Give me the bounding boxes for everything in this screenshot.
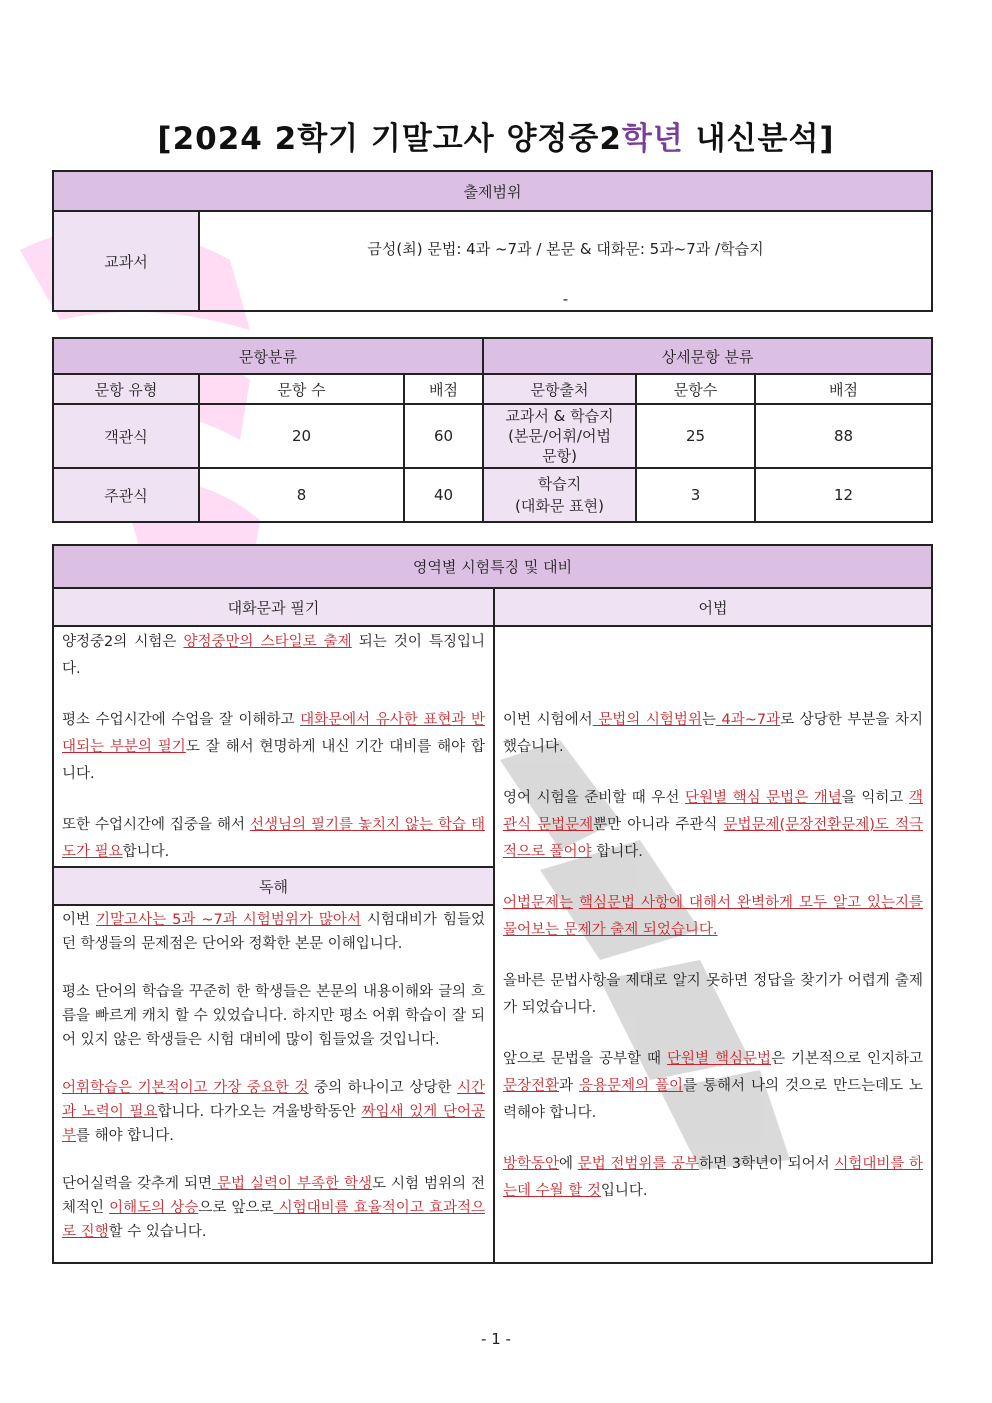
col-detail-score: 배점 [755,374,932,404]
reading-header: 독해 [53,867,494,905]
dialog-header: 대화문과 필기 [53,588,494,626]
row-score: 40 [404,468,483,522]
row-detail-count: 3 [636,468,755,522]
area-header: 영역별 시험특징 및 대비 [53,545,932,588]
reading-section [53,905,494,1263]
page-title: [2024 2학기 기말고사 양정중2학년 내신분석] [157,121,835,157]
table-row [53,404,932,468]
grammar-header: 어법 [494,588,932,626]
col-detail-count: 문항수 [636,374,755,404]
grammar-paragraph: 앞으로 문법을 공부할 때 단원별 핵심문법은 기본적으로 인지하고 문장전환과 응용문제의 풀이를 통해서 나의 것으로 만드는데도 노력해야 합니다. [503,1051,923,1121]
col-count: 문항 수 [199,374,404,404]
range-header: 출제범위 [53,171,932,211]
area-table [52,544,933,1264]
col-source: 문항출처 [483,374,636,404]
row-source [483,468,636,522]
col-type: 문항 유형 [53,374,199,404]
range-table [52,170,933,312]
dialog-section [53,626,494,867]
range-text: 금성(최) 문법: 4과 ~7과 / 본문 & 대화문: 5과~7과 /학습지 [367,240,764,258]
row-count: 8 [199,468,404,522]
grammar-section [494,626,932,1263]
row-score: 60 [404,404,483,468]
row-type: 주관식 [53,468,199,522]
classification-header: 문항분류 [53,338,483,374]
dialog-paragraph: 평소 수업시간에 수업을 잘 이해하고 대화문에서 유사한 표현과 반대되는 부분의 필기도 잘 해서 현명하게 내신 기간 대비를 해야 합니다. [62,712,486,782]
grammar-paragraph: 방학동안에 문법 전범위를 공부하면 3학년이 되어서 시험대비를 하는데 수월 할 것입니다. [503,1156,924,1199]
dialog-paragraph: 또한 수업시간에 집중을 해서 선생님의 필기를 놓치지 않는 학습 태도가 필요합니다. [62,817,485,860]
dialog-paragraph: 양정중2의 시험은 양정중만의 스타일로 출제 되는 것이 특징입니다. [62,634,486,677]
grammar-paragraph: 이번 시험에서 문법의 시험범위는 4과~7과로 상당한 부분을 차지했습니다. [503,712,923,755]
row-type: 객관식 [53,404,199,468]
grammar-paragraph: 어법문제는 핵심문법 사항에 대해서 완벽하게 모두 알고 있는지를 물어보는 문제가 출제 되었습니다. [503,895,924,938]
row-detail-count: 25 [636,404,755,468]
page-number: - 1 - [481,1330,511,1348]
row-source-line: (대화문 표현) [515,497,604,515]
row-detail-score: 88 [755,404,932,468]
reading-paragraph: 어휘학습은 기본적이고 가장 중요한 것 중의 하나이고 상당한 시간과 노력이 필요합니다. 다가오는 겨울방학동안 짜임새 있게 단어공부를 해야 합니다. [62,1080,485,1144]
row-source-line: 학습지 [537,475,582,493]
table-row [53,468,932,522]
col-score: 배점 [404,374,483,404]
grammar-paragraph: 영어 시험을 준비할 때 우선 단원별 핵심 문법은 개념을 익히고 객관식 문법문제뿐만 아니라 주관식 문법문제(문장전환문제)도 적극적으로 풀어야 합니다. [503,790,924,860]
reading-paragraph: 단어실력을 갖추게 되면 문법 실력이 부족한 학생도 시험 범위의 전체적인 이해도의 상승으로 앞으로 시험대비를 효율적이고 효과적으로 진행할 수 있습니다. [62,1176,485,1240]
range-label: 교과서 [53,211,199,311]
row-source-line: (본문/어휘/어법 [508,427,611,445]
grammar-paragraph: 올바른 문법사항을 제대로 알지 못하면 정답을 찾기가 어렵게 출제가 되었습니다. [503,973,923,1016]
reading-paragraph: 평소 단어의 학습을 꾸준히 한 학생들은 본문의 내용이해와 글의 흐름을 빠르게 캐치 할 수 있었습니다. 하지만 평소 어휘 학습이 잘 되어 있지 않은 학생들은 시험 대비에 많이 힘들었을 것입니다. [62,984,485,1048]
row-source-line: 교과서 & 학습지 [505,407,614,425]
row-count: 20 [199,404,404,468]
row-source [483,404,636,468]
range-content [199,211,932,311]
row-detail-score: 12 [755,468,932,522]
row-source-line: 문항) [542,447,577,465]
range-dash: - [562,290,569,308]
detail-classification-header: 상세문항 분류 [483,338,932,374]
reading-paragraph: 이번 기말고사는 5과 ~7과 시험범위가 많아서 시험대비가 힘들었던 학생들의 문제점은 단어와 정확한 본문 이해입니다. [62,912,485,952]
classification-table [52,337,933,523]
